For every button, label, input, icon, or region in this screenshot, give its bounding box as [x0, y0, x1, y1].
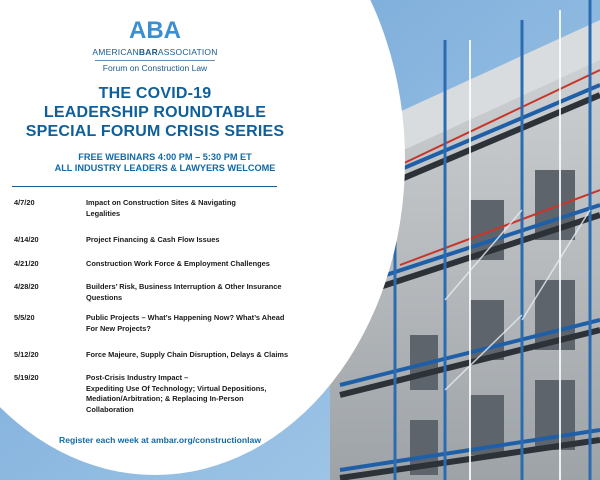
forum-name: Forum on Construction Law	[102, 63, 208, 73]
topic-line: Project Financing & Cash Flow Issues	[86, 235, 220, 244]
topic-line: For New Projects?	[86, 323, 151, 333]
title-line-1: THE COVID-19	[98, 85, 212, 102]
schedule-row	[8, 313, 301, 334]
title-line-3: SPECIAL FORUM CRISIS SERIES	[25, 123, 285, 140]
session-topic	[86, 198, 301, 219]
topic-line: Construction Work Force & Employment Challenges	[86, 259, 270, 268]
session-topic	[86, 350, 301, 361]
topic-line: Post-Crisis Industry Impact –	[86, 373, 189, 382]
audience: ALL INDUSTRY LEADERS & LAWYERS WELCOME	[54, 163, 276, 173]
topic-line: Legalities	[86, 208, 121, 218]
schedule-row	[8, 373, 301, 415]
session-topic	[86, 282, 301, 303]
session-topic	[86, 313, 301, 334]
session-date: 4/28/20	[14, 282, 39, 291]
session-date: 4/7/20	[14, 198, 35, 207]
webinar-info	[0, 152, 330, 174]
org-name: AMERICANBARASSOCIATION	[92, 47, 218, 57]
topic-line: Public Projects – What’s Happening Now? What’s Ahead	[86, 313, 285, 322]
schedule-row	[8, 350, 301, 361]
schedule-row	[8, 235, 301, 246]
webinar-time: FREE WEBINARS 4:00 PM – 5:30 PM ET	[78, 152, 252, 162]
title-line-2: LEADERSHIP ROUNDTABLE	[43, 104, 267, 121]
schedule-row	[8, 282, 301, 303]
aba-logo-icon	[126, 14, 184, 44]
topic-line: Mediation/Arbitration; & Replacing In-Person	[86, 394, 244, 403]
topic-line: Force Majeure, Supply Chain Disruption, Delays & Claims	[86, 350, 289, 359]
divider	[12, 186, 277, 187]
session-date: 4/14/20	[14, 235, 39, 244]
aba-logo	[0, 14, 310, 73]
session-date: 5/5/20	[14, 313, 35, 322]
topic-line: Impact on Construction Sites & Navigating	[86, 198, 236, 207]
session-topic	[86, 373, 301, 415]
topic-line: Collaboration	[86, 404, 134, 414]
logo-divider	[95, 60, 215, 61]
schedule-row	[8, 259, 301, 270]
session-date: 4/21/20	[14, 259, 39, 268]
register-link[interactable]: Register each week at ambar.org/constructionlaw	[58, 435, 262, 445]
session-date: 5/19/20	[14, 373, 39, 382]
session-topic	[86, 235, 301, 246]
session-topic	[86, 259, 301, 270]
page-title	[0, 84, 310, 141]
session-date: 5/12/20	[14, 350, 39, 359]
topic-line: Questions	[86, 292, 123, 302]
svg-text:ABA: ABA	[129, 17, 181, 44]
topic-line: Expediting Use Of Technology; Virtual Depositions,	[86, 383, 267, 393]
schedule-row	[8, 198, 301, 219]
topic-line: Builders’ Risk, Business Interruption & Other Insurance	[86, 282, 282, 291]
